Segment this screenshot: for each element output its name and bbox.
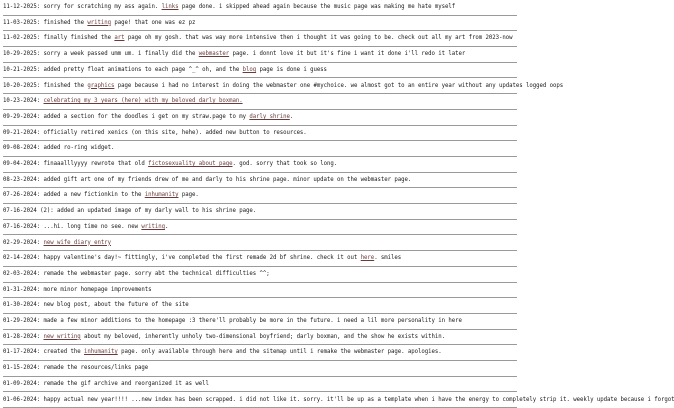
update-date: 11-12-2025 bbox=[3, 4, 37, 10]
update-text: finaaalllyyyy rewrote that old bbox=[44, 161, 149, 167]
date-separator: : bbox=[37, 98, 44, 104]
update-date: 02-03-2024 bbox=[3, 271, 37, 277]
update-date: 01-06-2024 bbox=[3, 397, 37, 403]
date-separator: : bbox=[37, 397, 44, 403]
update-date: 09-29-2024 bbox=[3, 114, 37, 120]
update-entry bbox=[3, 361, 517, 377]
update-entry bbox=[3, 345, 517, 361]
update-link[interactable]: fictosexuality about page bbox=[148, 161, 232, 167]
date-separator: : bbox=[37, 365, 44, 371]
update-text: finally finished the bbox=[44, 35, 115, 41]
update-date: 11-02-2025 bbox=[3, 35, 37, 41]
update-text: page done. i skipped ahead again because the music page was making me hate myself bbox=[178, 4, 455, 10]
date-separator: : bbox=[37, 287, 44, 293]
date-separator: : bbox=[37, 255, 44, 261]
date-separator: : bbox=[37, 240, 44, 246]
update-date: 09-21-2024 bbox=[3, 130, 37, 136]
update-entry bbox=[3, 267, 517, 283]
update-date: 01-29-2024 bbox=[3, 318, 37, 324]
update-text: happy actual new year!!!! ...new index has been scrapped. i did not like it. sorry. it'll be up as a template when i have the energy to completely strip it. weekly update because i forgot bbox=[44, 397, 674, 403]
update-link[interactable]: blog bbox=[243, 67, 257, 73]
date-separator: : bbox=[37, 35, 44, 41]
update-text: page. i donnt love it but it's fine i want it done i'll redo it later bbox=[229, 51, 465, 57]
update-date: 02-14-2024 bbox=[3, 255, 37, 261]
date-separator: : bbox=[37, 114, 44, 120]
update-entry bbox=[3, 173, 517, 189]
update-text: . bbox=[290, 114, 293, 120]
update-text: more minor homepage improvements bbox=[44, 287, 152, 293]
update-entry bbox=[3, 79, 517, 95]
update-entry bbox=[3, 16, 517, 32]
update-text: remade the gif archive and reorganized it as well bbox=[44, 381, 209, 387]
update-link[interactable]: graphics bbox=[87, 83, 114, 89]
update-text: added ro-ring widget. bbox=[44, 145, 115, 151]
update-date: 10-20-2025 bbox=[3, 83, 37, 89]
update-text: about my beloved, inherently unholy two-dimensional boyfriend; darly boxman, and the show he exists within. bbox=[81, 334, 445, 340]
update-date: 01-15-2024 bbox=[3, 365, 37, 371]
update-date: 07-16-2024 bbox=[3, 224, 37, 230]
update-date: 01-28-2024 bbox=[3, 334, 37, 340]
update-entry bbox=[3, 236, 517, 252]
update-entry bbox=[3, 126, 517, 142]
update-entry bbox=[3, 0, 517, 16]
update-date: 07-26-2024 bbox=[3, 192, 37, 198]
update-entry bbox=[3, 31, 517, 47]
update-date: 01-30-2024 bbox=[3, 302, 37, 308]
date-separator: : bbox=[37, 381, 44, 387]
date-separator: : bbox=[37, 334, 44, 340]
update-text: . god. sorry that took so long. bbox=[232, 161, 337, 167]
update-text: added an updated image of my darly wall to his shrine page. bbox=[57, 208, 256, 214]
update-date: 11-03-2025 bbox=[3, 20, 37, 26]
date-separator: : bbox=[37, 20, 44, 26]
update-text: page is done i guess bbox=[256, 67, 327, 73]
update-date: 01-09-2024 bbox=[3, 381, 37, 387]
update-text: created the bbox=[44, 349, 85, 355]
update-date: 01-17-2024 bbox=[3, 349, 37, 355]
update-date: 09-04-2024 bbox=[3, 161, 37, 167]
update-text: remade the resources/links page bbox=[44, 365, 149, 371]
date-separator: : bbox=[37, 130, 44, 136]
date-separator: : bbox=[37, 271, 44, 277]
update-entry bbox=[3, 188, 517, 204]
update-link[interactable]: writing bbox=[141, 224, 165, 230]
update-entry bbox=[3, 220, 517, 236]
update-link[interactable]: inhumanity bbox=[145, 192, 179, 198]
update-text: page. bbox=[178, 192, 198, 198]
update-text: new blog post, about the future of the site bbox=[44, 302, 189, 308]
update-text: finished the bbox=[44, 83, 88, 89]
date-separator: : bbox=[37, 302, 44, 308]
update-text: added a new fictionkin to the bbox=[44, 192, 145, 198]
update-text: ...hi. long time no see. new bbox=[44, 224, 142, 230]
update-text: added pretty float animations to each page ^_^ oh, and the bbox=[44, 67, 243, 73]
date-separator: : bbox=[37, 161, 44, 167]
update-entry bbox=[3, 141, 517, 157]
update-entry bbox=[3, 283, 517, 299]
date-separator: : bbox=[37, 192, 44, 198]
update-date: 10-23-2024 bbox=[3, 98, 37, 104]
update-entry bbox=[3, 298, 517, 314]
update-text: sorry for scratching my ass again. bbox=[44, 4, 162, 10]
update-date: 02-29-2024 bbox=[3, 240, 37, 246]
update-text: page oh my gosh. that was way more intensive then i thought it was going to be. check out all my art from 2023-now bbox=[124, 35, 512, 41]
date-separator: : bbox=[37, 83, 44, 89]
update-entry bbox=[3, 251, 517, 267]
update-link[interactable]: celebrating my 3 years (here) with my beloved darly boxman. bbox=[44, 98, 243, 104]
update-text: page because i had no interest in doing the webmaster one #mychoice. we almost got to an entire year without any updates logged oops bbox=[114, 83, 563, 89]
update-date: 07-16-2024 (2) bbox=[3, 208, 50, 214]
update-entry bbox=[3, 393, 517, 408]
update-entry bbox=[3, 204, 517, 220]
update-link[interactable]: links bbox=[162, 4, 179, 10]
update-link[interactable]: writing bbox=[87, 20, 111, 26]
update-text: added a section for the doodles i get on my straw.page to my bbox=[44, 114, 250, 120]
update-link[interactable]: new writing bbox=[44, 334, 81, 340]
update-text: made a few minor additions to the homepage :3 there'll probably be more in the future. i need a lil more personality in here bbox=[44, 318, 462, 324]
update-link[interactable]: art bbox=[114, 35, 124, 41]
update-entry bbox=[3, 63, 517, 79]
update-entry bbox=[3, 377, 517, 393]
update-text: added gift art one of my friends drew of me and darly to his shrine page. minor update on the webmaster page. bbox=[44, 177, 412, 183]
update-entry bbox=[3, 157, 517, 173]
date-separator: : bbox=[37, 318, 44, 324]
date-separator: : bbox=[37, 349, 44, 355]
update-link[interactable]: here bbox=[361, 255, 375, 261]
update-link[interactable]: new wife diary entry bbox=[44, 240, 111, 246]
update-entry bbox=[3, 94, 517, 110]
update-link[interactable]: darly shrine bbox=[249, 114, 290, 120]
update-date: 09-08-2024 bbox=[3, 145, 37, 151]
update-text: finished the bbox=[44, 20, 88, 26]
update-date: 01-31-2024 bbox=[3, 287, 37, 293]
update-text: page. only available through here and the sitemap until i remake the webmaster page. apologies. bbox=[118, 349, 442, 355]
update-text: remade the webmaster page. sorry abt the technical difficulties ^^; bbox=[44, 271, 270, 277]
date-separator: : bbox=[37, 67, 44, 73]
update-text: happy valentine's day!~ fittingly, i've completed the first remade 2d bf shrine. check it out bbox=[44, 255, 361, 261]
update-link[interactable]: inhumanity bbox=[84, 349, 118, 355]
update-entry bbox=[3, 330, 517, 346]
update-entry bbox=[3, 110, 517, 126]
date-separator: : bbox=[37, 4, 44, 10]
update-text: . smiles bbox=[374, 255, 401, 261]
date-separator: : bbox=[37, 224, 44, 230]
update-text: page! that one was ez pz bbox=[111, 20, 195, 26]
update-entry bbox=[3, 47, 517, 63]
update-text: sorry a week passed umm um. i finally did the bbox=[44, 51, 199, 57]
update-date: 08-23-2024 bbox=[3, 177, 37, 183]
update-link[interactable]: webmaster bbox=[199, 51, 229, 57]
update-date: 10-21-2025 bbox=[3, 67, 37, 73]
date-separator: : bbox=[37, 177, 44, 183]
date-separator: : bbox=[37, 145, 44, 151]
update-text: . bbox=[165, 224, 168, 230]
update-date: 10-29-2025 bbox=[3, 51, 37, 57]
update-text: officially retired xenics (on this site, hehe). added new button to resources. bbox=[44, 130, 307, 136]
date-separator: : bbox=[50, 208, 57, 214]
date-separator: : bbox=[37, 51, 44, 57]
update-entry bbox=[3, 314, 517, 330]
